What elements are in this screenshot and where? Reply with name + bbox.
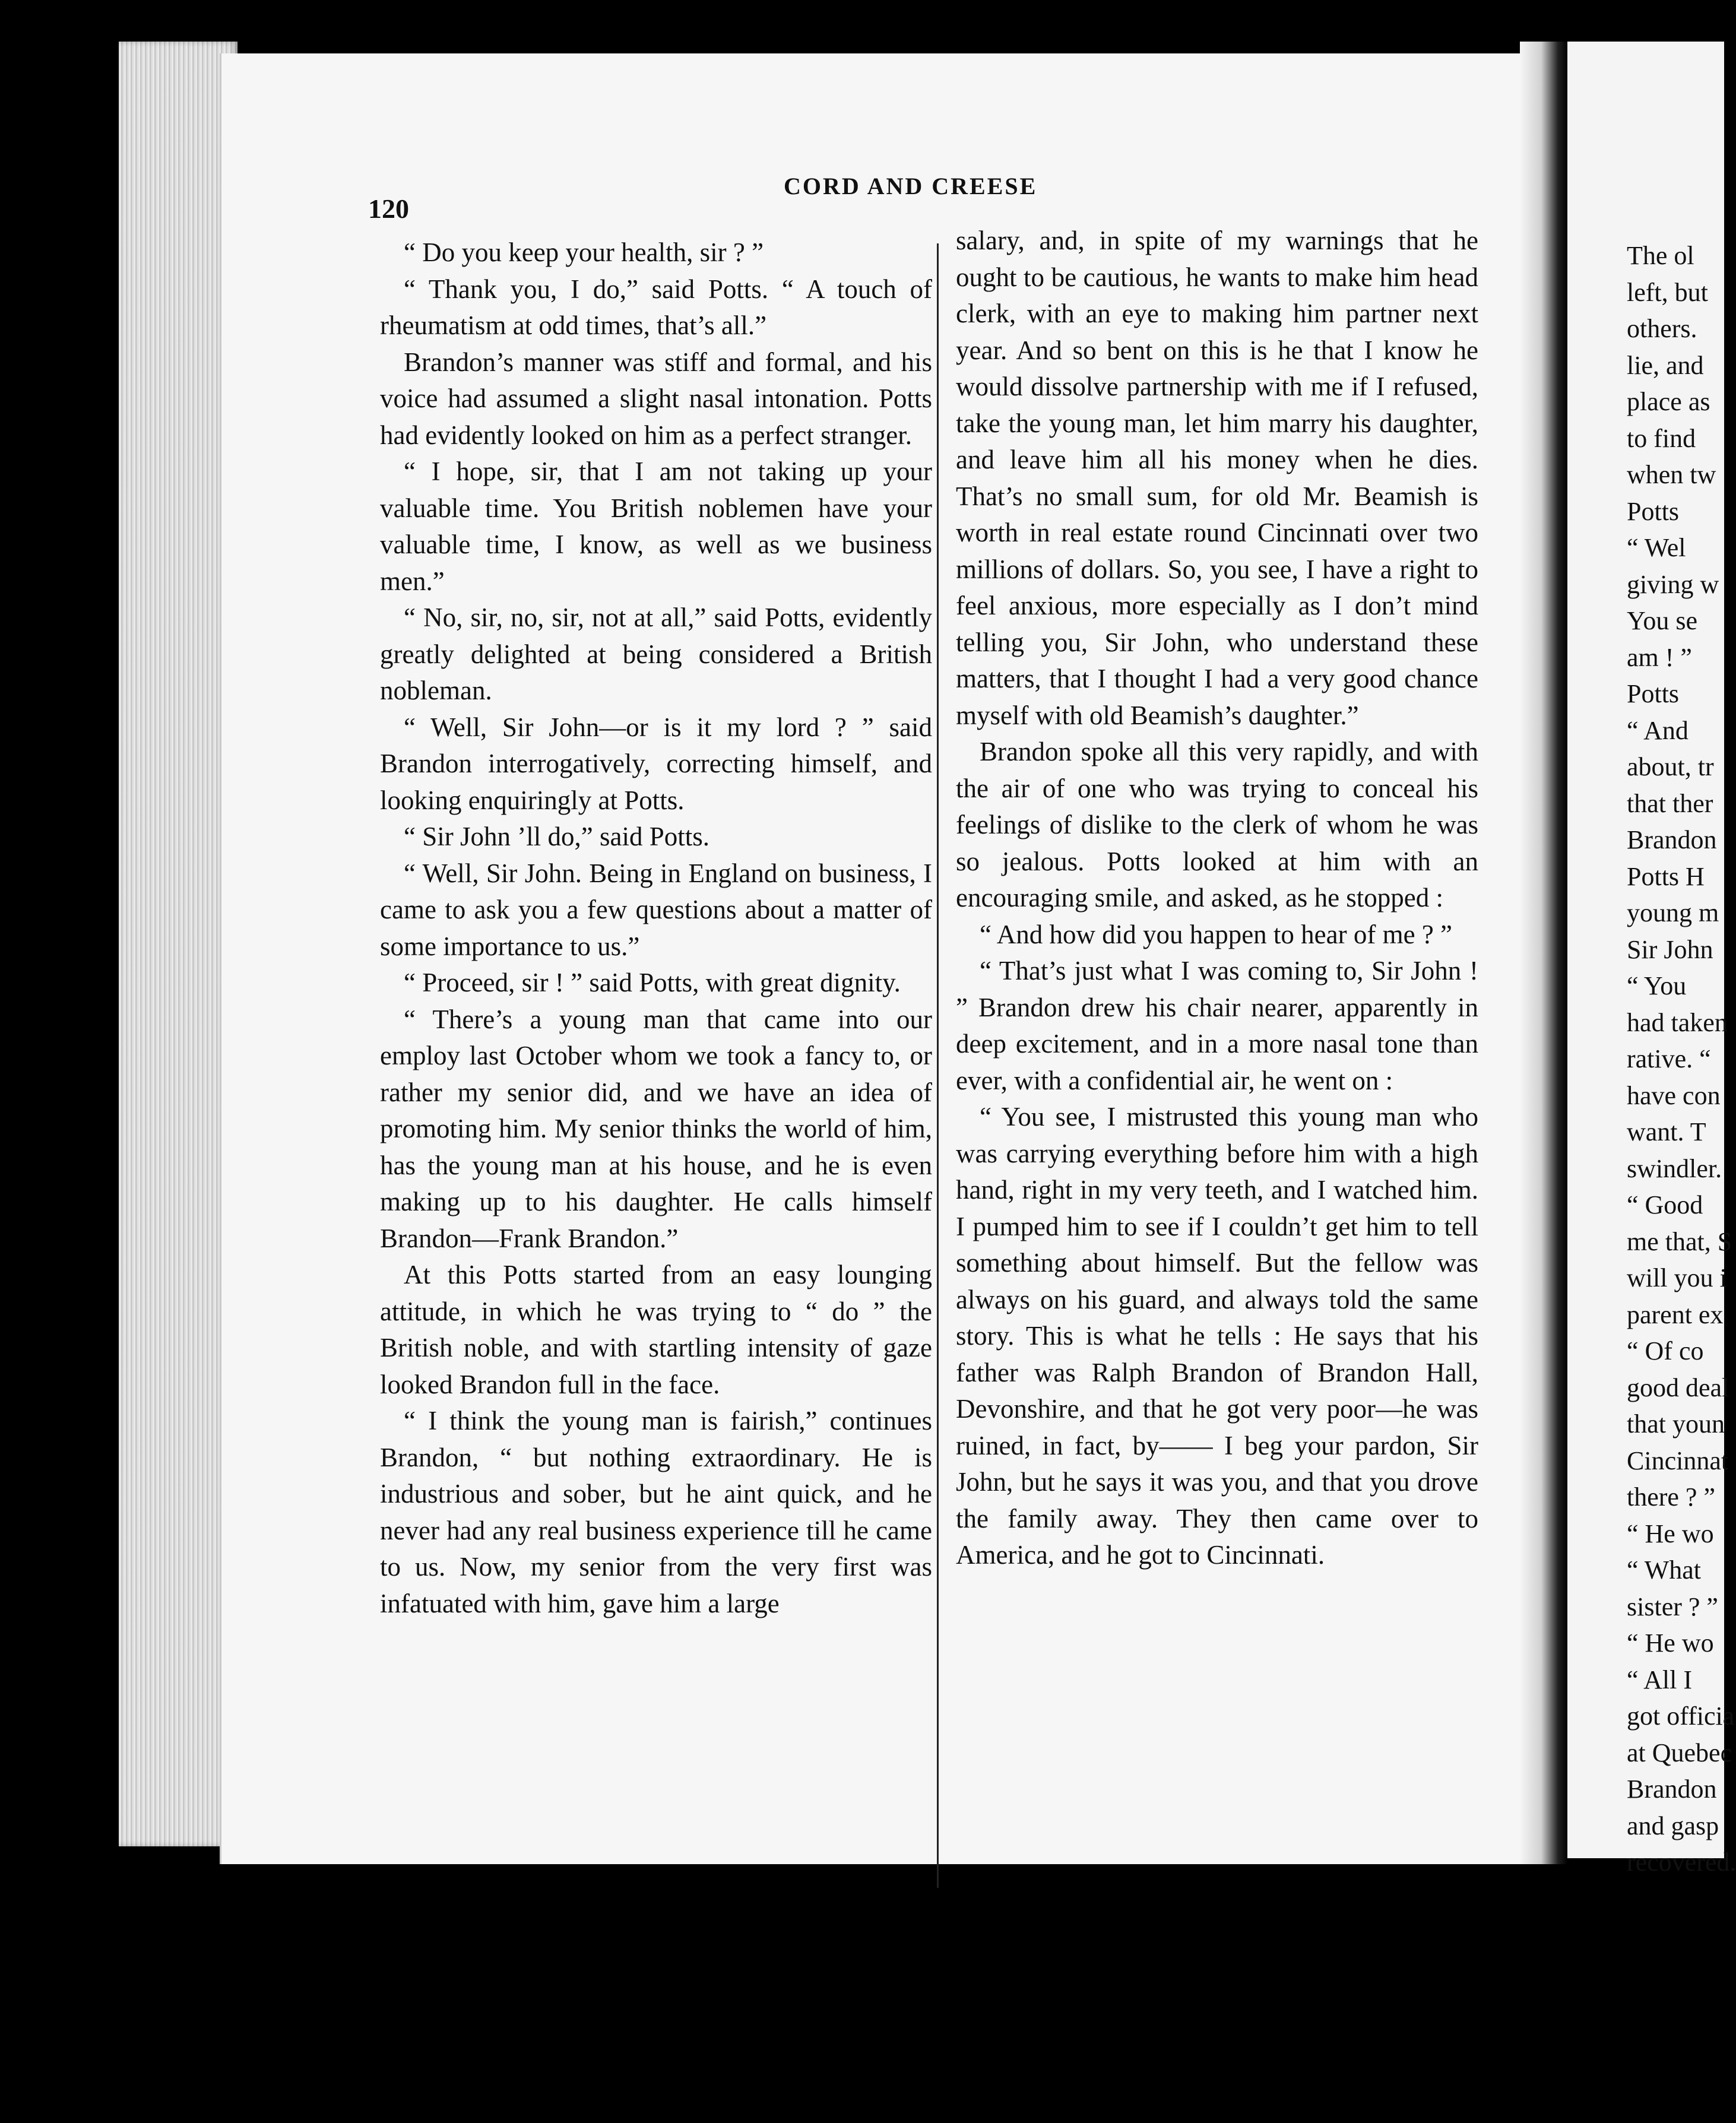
facing-page-line: swindler. [1627, 1154, 1722, 1183]
facing-page-line: “ And [1627, 715, 1689, 745]
facing-page-line: Potts H [1627, 861, 1705, 891]
facing-page-line: Sir John [1627, 934, 1713, 964]
paragraph: “ Proceed, sir ! ” said Potts, with great dignity. [404, 968, 901, 997]
facing-page-line: Potts [1627, 679, 1680, 708]
facing-page-line: recovered. [1627, 1848, 1736, 1877]
facing-page-line: left, but [1627, 277, 1708, 307]
right-text-column [956, 223, 1478, 1574]
paragraph: “ Sir John ’ll do,” said Potts. [404, 822, 709, 851]
facing-page-line: “ Wel [1627, 533, 1686, 562]
paragraph: “ You see, I mistrusted this young man who was carrying everything before him with a high hand, right in my very teeth, and I watched him. I pumped him to see if I couldn’t get him to tell something about himself. But the fellow was always on his guard, and always told the same story. This is what he tells : He says that his father was Ralph Brandon of Brandon Hall, Devonshire, and that he got very poor—he was ruined, in fact, by—— I beg your pardon, Sir John, but he says it was you, and that you drove the family away. They then came over to America, and he got to Cincinnati. [956, 1102, 1478, 1570]
paragraph: “ Well, Sir John—or is it my lord ? ” said Brandon interrogatively, correcting himself, and looking enquiringly at Potts. [380, 712, 932, 815]
facing-page-line: Brandon [1627, 825, 1717, 854]
paragraph: “ No, sir, no, sir, not at all,” said Potts, evidently greatly delighted at being considered a British nobleman. [380, 603, 932, 705]
book-gutter [1520, 42, 1567, 1864]
facing-page-line: got officia [1627, 1701, 1735, 1731]
paragraph: “ That’s just what I was coming to, Sir John ! ” Brandon drew his chair nearer, apparently in deep excitement, and in a more nasal tone than ever, with a confidential air, he went on : [956, 956, 1478, 1095]
facing-page-line: will you i [1627, 1263, 1727, 1292]
facing-page-line: have con [1627, 1080, 1721, 1110]
facing-page-line: Potts [1627, 496, 1680, 526]
facing-page-line: place as [1627, 387, 1710, 416]
facing-page-line: lie, and [1627, 350, 1704, 380]
facing-page-line: The ol [1627, 241, 1694, 270]
page-number: 120 [368, 194, 409, 224]
paragraph: Brandon spoke all this very rapidly, and with the air of one who was trying to conceal his feelings of dislike to the clerk of whom he was so jealous. Potts looked at him with an encouraging smile, and asked, as he stopped : [956, 737, 1478, 912]
paragraph: At this Potts started from an easy lounging attitude, in which he was trying to “ do ” the British noble, and with startling intensity of gaze looked Brandon full in the face. [380, 1260, 932, 1399]
facing-page-line: good deal [1627, 1373, 1729, 1402]
paragraph: “ And how did you happen to hear of me ? ” [980, 919, 1453, 949]
facing-page-line: Cincinnat [1627, 1446, 1729, 1475]
facing-page-line: others. [1627, 314, 1697, 343]
facing-page-line: young m [1627, 898, 1719, 927]
facing-page-line: “ What [1627, 1555, 1702, 1585]
facing-page-fragment [1567, 42, 1736, 1877]
paragraph: “ Thank you, I do,” said Potts. “ A touch of rheumatism at odd times, that’s all.” [380, 274, 932, 340]
facing-page-line: about, tr [1627, 752, 1714, 781]
column-rule [937, 243, 939, 1888]
facing-page-line: want. T [1627, 1117, 1706, 1146]
facing-page-line: me that, S [1627, 1227, 1732, 1256]
facing-page-line: giving w [1627, 569, 1719, 599]
facing-page-line: “ Of co [1627, 1336, 1704, 1365]
facing-page-line: sister ? ” [1627, 1592, 1718, 1621]
facing-page-line: “ You [1627, 971, 1687, 1000]
facing-page-line: “ Good [1627, 1190, 1703, 1219]
paragraph: “ Well, Sir John. Being in England on business, I came to ask you a few questions about a matter of some importance to us.” [380, 858, 932, 961]
paragraph: “ I think the young man is fairish,” continues Brandon, “ but nothing extraordinary. He is industrious and sober, but he aint quick, and he never had any real business experience till he came to us. Now, my senior from the very first was infatuated with him, gave him a large [380, 1406, 932, 1618]
facing-page-line: at Quebec [1627, 1738, 1732, 1767]
facing-page-line: You se [1627, 606, 1698, 635]
facing-page-line: “ He wo [1627, 1519, 1714, 1548]
facing-page-line: “ All I [1627, 1665, 1692, 1694]
paragraph: Brandon’s manner was stiff and formal, and his voice had assumed a slight nasal intonation. Potts had evidently looked on him as a perfect stranger. [380, 347, 932, 450]
paragraph: “ I hope, sir, that I am not taking up your valuable time. You British noblemen have your valuable time, I know, as well as we business men.” [380, 457, 932, 596]
facing-page-line: there ? ” [1627, 1482, 1715, 1512]
facing-page-line: had taken [1627, 1007, 1728, 1037]
facing-page-line: that ther [1627, 788, 1713, 818]
facing-page-line: rative. “ [1627, 1044, 1711, 1073]
paragraph: “ Do you keep your health, sir ? ” [404, 237, 764, 267]
paragraph: “ There’s a young man that came into our employ last October whom we took a fancy to, or rather my senior did, and we have an idea of promoting him. My senior thinks the world of him, has the young man at his house, and he is even making up to his daughter. He calls himself Brandon—Frank Brandon.” [380, 1004, 932, 1253]
left-text-column [380, 235, 932, 1622]
facing-page-line: when tw [1627, 460, 1716, 489]
facing-page-line: parent ex [1627, 1300, 1724, 1329]
facing-page-line: Brandon [1627, 1775, 1717, 1804]
facing-page-line: and gasp [1627, 1811, 1719, 1840]
facing-page-line: to find [1627, 423, 1696, 453]
paragraph: salary, and, in spite of my warnings that he ought to be cautious, he wants to make him head clerk, with an eye to making him partner next year. And so bent on this is he that I know he would dissolve partnership with me if I refused, take the young man, let him marry his daughter, and leave him all his money when he dies. That’s no small sum, for old Mr. Beamish is worth in real estate round Cincinnati over two millions of dollars. So, you see, I have a right to feel anxious, more especially as I don’t mind telling you, Sir John, who understand these matters, that I thought I had a very good chance myself with old Beamish’s daughter.” [956, 226, 1478, 730]
facing-page-line: “ He wo [1627, 1628, 1714, 1658]
facing-page-line: that youn [1627, 1409, 1725, 1438]
running-title: CORD AND CREESE [784, 173, 1038, 199]
facing-page-line: am ! ” [1627, 642, 1692, 672]
